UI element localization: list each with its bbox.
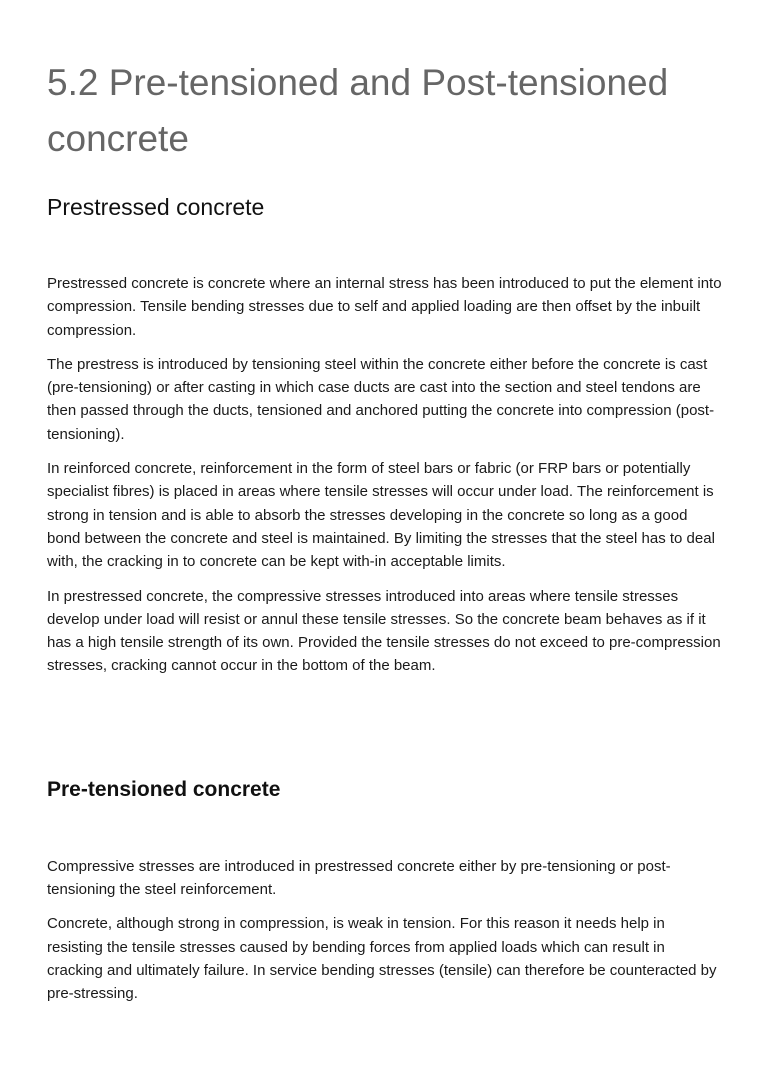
paragraph: The prestress is introduced by tensioning steel within the concrete either before the concrete is cast (pre-tensioning) or after casting in which case ducts are cast into the section and steel tendons are then passed through the ducts, tensioned and anchored putting the concrete into compression (post-tensioning). <box>47 355 715 443</box>
paragraph: In prestressed concrete, the compressive stresses introduced into areas where tensile stresses develop under load will resist or annul these tensile stresses. So the concrete beam behaves as if it has a high tensile strength of its own. Provided the tensile stresses do not exceed to pre-compression stresses, cracking cannot occur in the bottom of the beam. <box>47 587 721 675</box>
paragraph: Compressive stresses are introduced in prestressed concrete either by pre-tensioning or post-tensioning the steel reinforcement. <box>47 857 671 899</box>
page-title: 5.2 Pre-tensioned and Post-tensioned concrete <box>47 62 669 159</box>
paragraph: Concrete, although strong in compression, is weak in tension. For this reason it needs help in resisting the tensile stresses caused by bending forces from applied loads which can result in cracking and ultimately failure. In service bending stresses (tensile) can therefore be counteracted by pre-stressing. <box>47 915 717 1003</box>
document-page <box>0 55 768 1079</box>
section-heading-pre-tensioned-concrete: Pre-tensioned concrete <box>47 777 281 801</box>
section-spacer <box>47 689 722 775</box>
section-body-pre-tensioned-concrete <box>47 855 722 1006</box>
paragraph: Prestressed concrete is concrete where an internal stress has been introduced to put the element into compression. Tensile bending stresses due to self and applied loading are then offset by the inbuilt compression. <box>47 275 722 339</box>
section-heading-prestressed-concrete: Prestressed concrete <box>47 194 265 220</box>
paragraph: In reinforced concrete, reinforcement in the form of steel bars or fabric (or FRP bars or potentially specialist fibres) is placed in areas where tensile stresses will occur under load. The reinforcement is strong in tension and is able to absorb the stresses developing in the concrete so long as a good bond between the concrete and steel is maintained. By limiting the stresses that the steel has to deal with, the cracking in to concrete can be kept with-in acceptable limits. <box>47 460 715 571</box>
section-body-prestressed-concrete <box>47 272 722 678</box>
